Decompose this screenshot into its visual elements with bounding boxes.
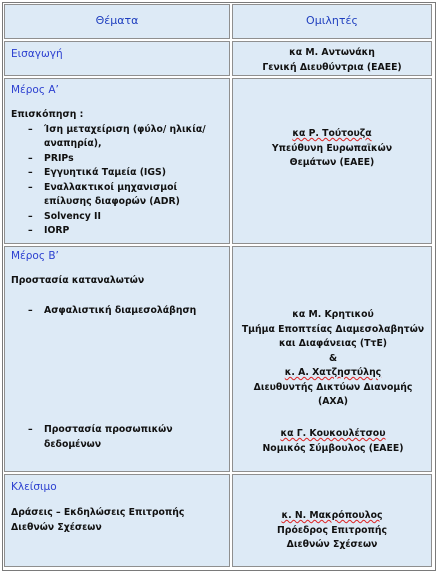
- speaker-role: Διεθνών Σχέσεων: [286, 539, 378, 550]
- speaker-name: κ. Ν. Μακρόπουλος: [281, 510, 383, 521]
- speaker-name: κα Μ. Κρητικού: [292, 309, 374, 320]
- list-item: – Εγγυητικά Ταμεία (IGS): [11, 166, 225, 181]
- overview-list: [11, 123, 225, 239]
- list-item: – Solvency II: [11, 210, 225, 225]
- speaker-role: και Διαφάνειας (ΤτΕ): [278, 338, 388, 349]
- list-item: – PRIPs: [11, 152, 225, 167]
- speaker-role: Υπεύθυνη Ευρωπαϊκών: [271, 142, 393, 154]
- speaker-role: Τμήμα Εποπτείας Διαμεσολαβητών: [241, 323, 425, 335]
- part-a-topic-cell: [4, 78, 230, 244]
- list-item: – IORP: [11, 224, 225, 239]
- part-b-subtitle: Προστασία καταναλωτών: [11, 275, 145, 286]
- part-b-speaker-cell: [232, 246, 432, 472]
- part-b-topic-cell: [4, 246, 230, 472]
- ampersand: &: [328, 352, 338, 364]
- part-a-speaker-cell: [232, 78, 432, 244]
- speaker-name: κα Γ. Κουκουλέτσου: [280, 428, 386, 439]
- topics-header-label: Θέματα: [95, 14, 139, 27]
- topics-header: [4, 4, 230, 39]
- speakers-header-label: Ομιλητές: [306, 14, 358, 27]
- speaker-name: κ. Α. Χατζηστύλης: [284, 367, 382, 378]
- speaker-name: κα Ρ. Τούτουζα: [292, 128, 372, 139]
- list-item: – Εναλλακτικοί μηχανισμοί επίλυσης διαφορών (ADR): [11, 181, 225, 210]
- speaker-role: Νομικός Σύμβουλος (ΕΑΕΕ): [262, 442, 404, 454]
- list-item: – Ίση μεταχείριση (φύλο/ ηλικία/ αναπηρία),: [11, 123, 225, 152]
- intro-topic-cell: [4, 41, 230, 76]
- part-a-section-title: Μέρος Α’: [11, 84, 59, 96]
- speaker-name: κα Μ. Αντωνάκη: [289, 47, 375, 58]
- intro-speaker-cell: [232, 41, 432, 76]
- closing-section-title: Κλείσιμο: [11, 481, 57, 493]
- speaker-role: Θεμάτων (ΕΑΕΕ): [289, 157, 375, 168]
- list-item: – Ασφαλιστική διαμεσολάβηση: [11, 304, 225, 319]
- intro-section-title: Εισαγωγή: [11, 48, 63, 60]
- closing-speaker-cell: [232, 474, 432, 567]
- speakers-header: [232, 4, 432, 39]
- overview-label: Επισκόπηση :: [11, 109, 84, 120]
- closing-topic-cell: [4, 474, 230, 567]
- speaker-role: Πρόεδρος Επιτροπής: [277, 524, 387, 536]
- speaker-role: Διευθυντής Δικτύων Διανομής: [253, 381, 413, 393]
- speaker-role: (ΑΧΑ): [317, 396, 349, 407]
- closing-text: Δράσεις – Εκδηλώσεις Επιτροπής Διεθνών Σχέσεων: [11, 507, 185, 533]
- speaker-role: Γενική Διευθύντρια (ΕΑΕΕ): [262, 61, 402, 73]
- list-item: – Προστασία προσωπικών δεδομένων: [11, 423, 225, 452]
- part-b-section-title: Μέρος Β’: [11, 250, 59, 262]
